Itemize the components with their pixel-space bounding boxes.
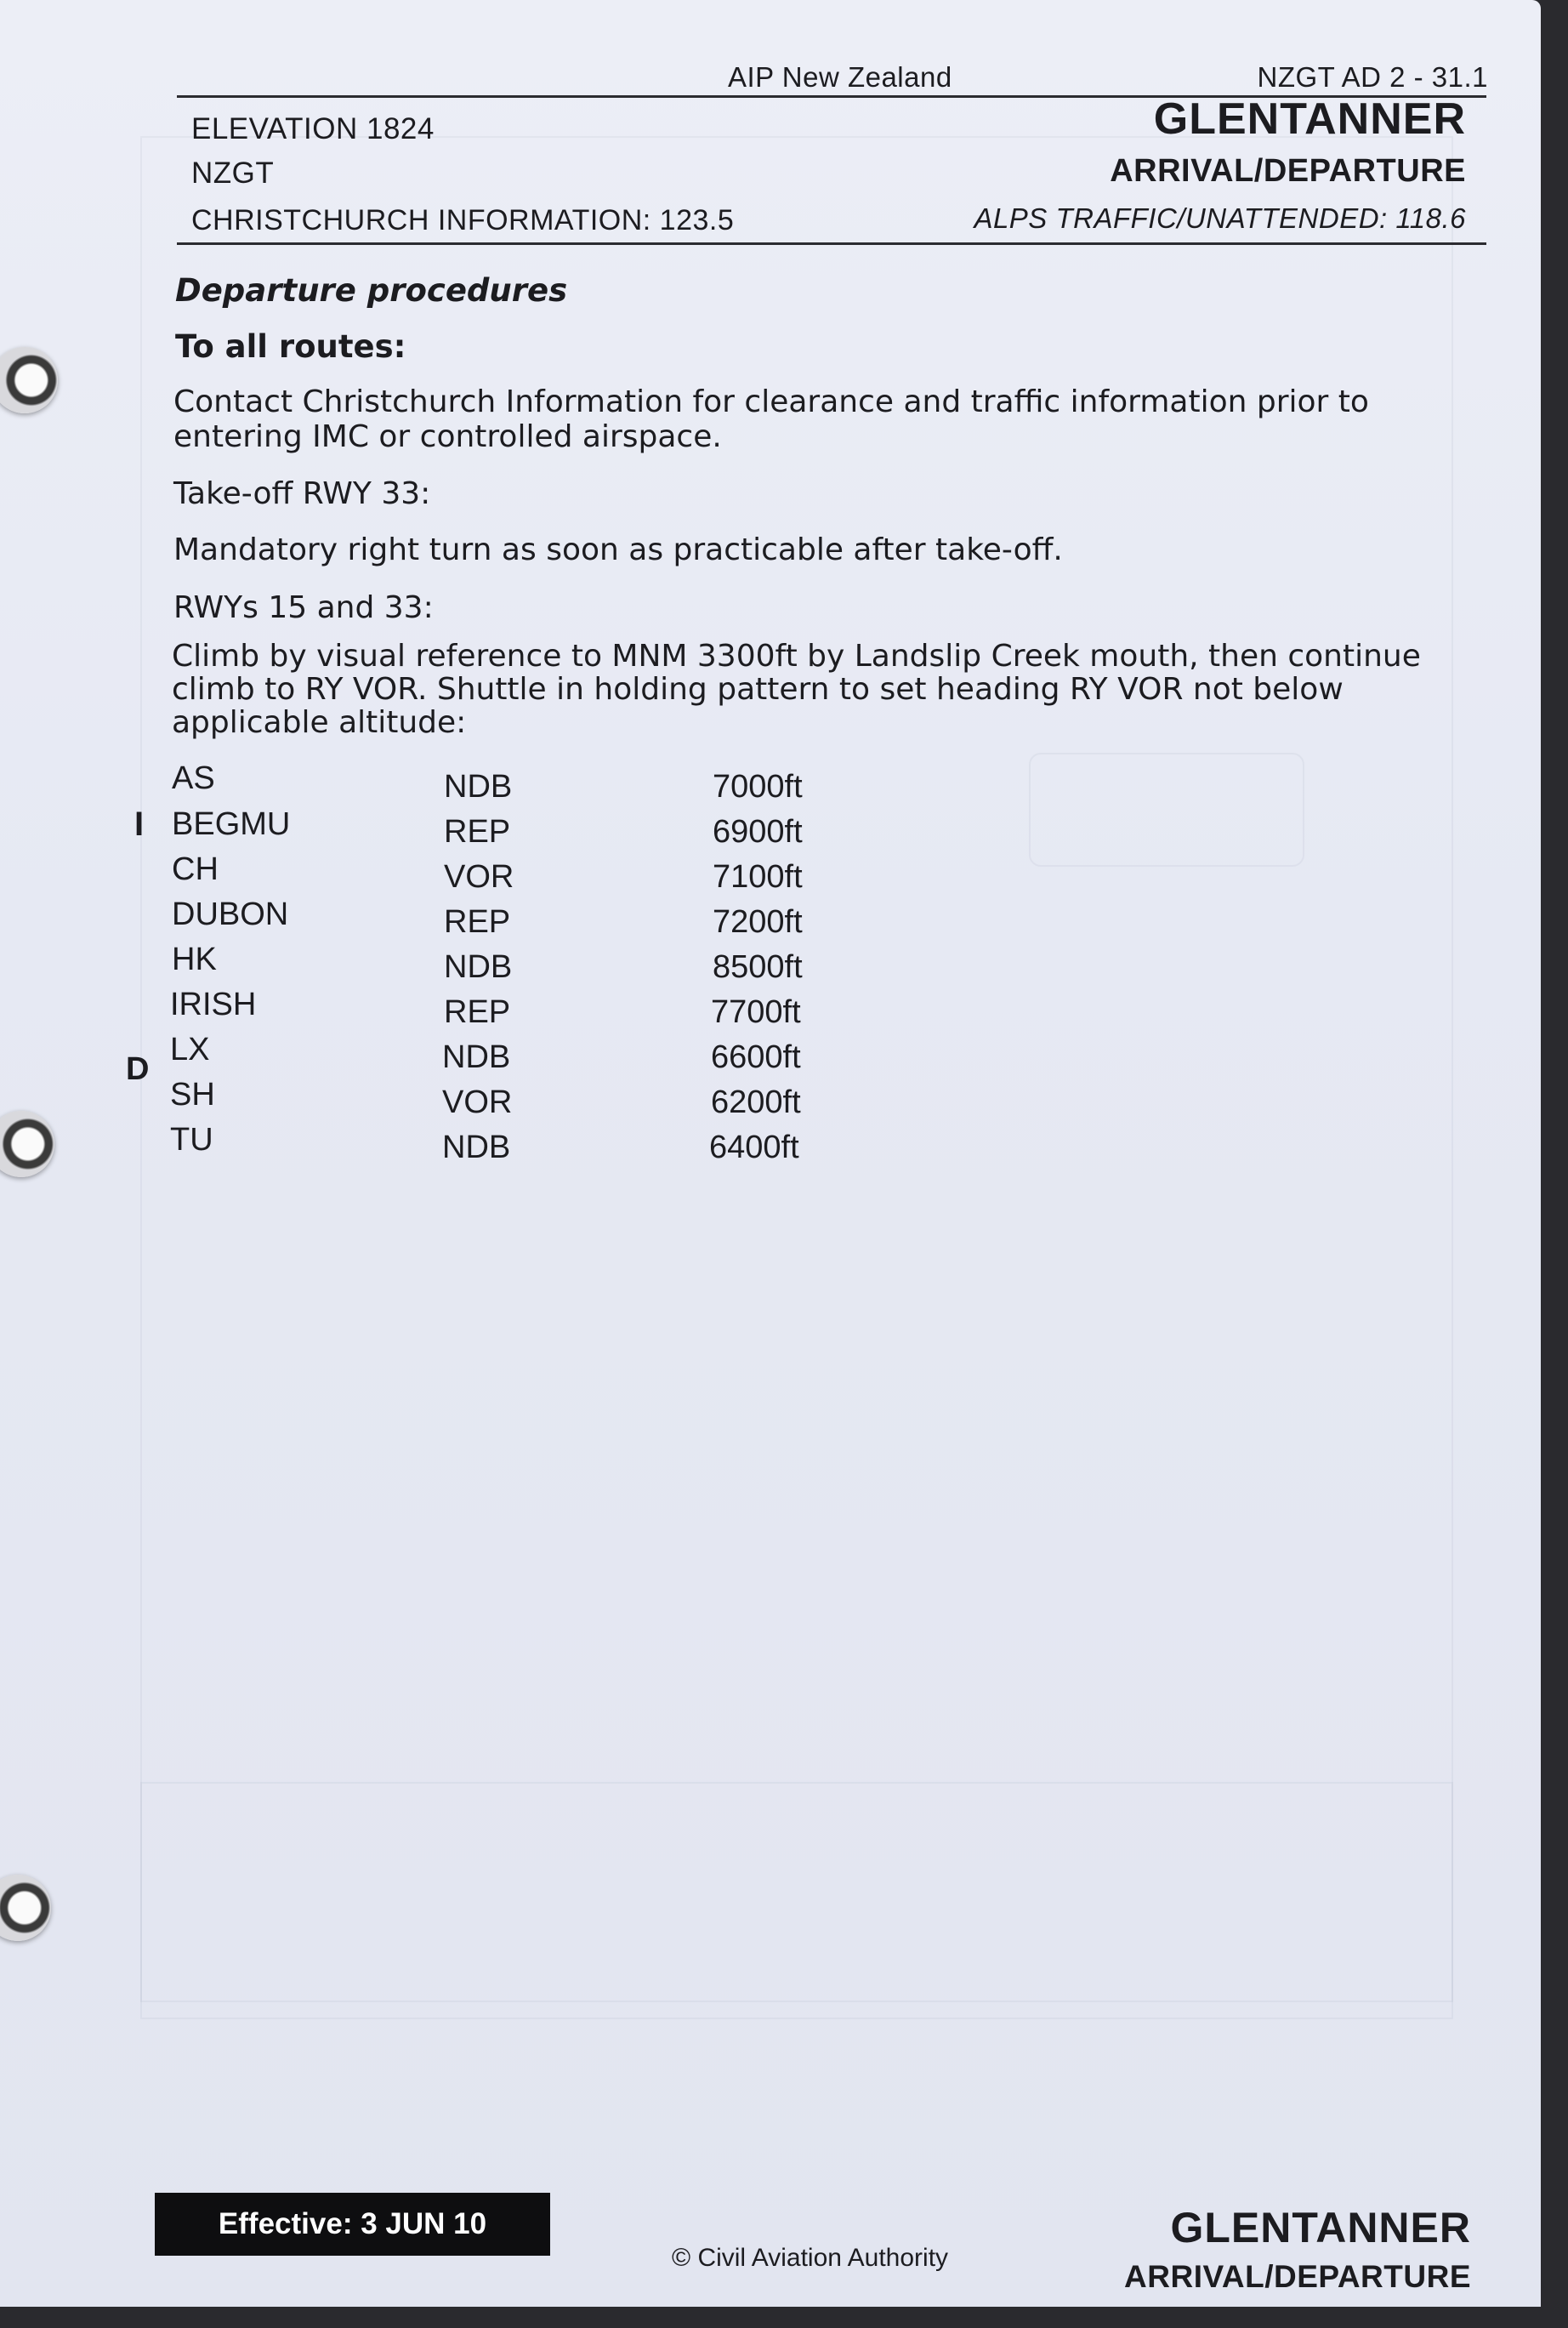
fix-type: NDB (444, 769, 513, 805)
footer-aerodrome-name: GLENTANNER (1170, 2204, 1471, 2251)
information-frequency: CHRISTCHURCH INFORMATION: 123.5 (191, 204, 735, 236)
copyright: © Civil Aviation Authority (672, 2244, 949, 2272)
fix-name: TU (170, 1122, 213, 1158)
section-title: Departure procedures (175, 272, 568, 309)
min-altitude: 6900ft (713, 814, 803, 850)
deletion-marker: D (126, 1051, 150, 1087)
fix-name: LX (170, 1032, 210, 1067)
min-altitude: 7100ft (713, 859, 803, 895)
rwys-line-2: climb to RY VOR. Shuttle in holding pattern to set heading RY VOR not below (172, 672, 1344, 707)
fix-type: NDB (442, 1039, 511, 1075)
min-altitude: 6600ft (711, 1039, 801, 1075)
takeoff-heading: Take-off RWY 33: (173, 476, 431, 511)
min-altitude: 6200ft (711, 1084, 801, 1120)
min-altitude: 7200ft (713, 904, 803, 940)
rwys-heading: RWYs 15 and 33: (173, 590, 434, 625)
fix-name: IRISH (170, 987, 257, 1022)
fix-type: VOR (442, 1084, 513, 1120)
all-routes-heading: To all routes: (175, 328, 406, 365)
fix-name: SH (170, 1077, 215, 1113)
rwys-line-1: Climb by visual reference to MNM 3300ft by Landslip Creek mouth, then continue (172, 639, 1421, 674)
fix-type: REP (444, 994, 511, 1030)
chart-type: ARRIVAL/DEPARTURE (1110, 153, 1466, 189)
page-reference: NZGT AD 2 - 31.1 (1257, 61, 1488, 93)
fix-type: NDB (442, 1130, 511, 1165)
rwys-line-3: applicable altitude: (172, 705, 467, 740)
takeoff-text: Mandatory right turn as soon as practicable after take-off. (173, 532, 1063, 567)
binder-ring-middle (0, 1111, 54, 1177)
all-routes-text (173, 384, 1369, 454)
fix-name: CH (172, 851, 219, 887)
rwys-text (172, 640, 1421, 739)
elevation: ELEVATION 1824 (191, 112, 435, 145)
binder-ring-top (0, 347, 58, 413)
fix-name: BEGMU (172, 806, 291, 842)
min-altitude: 6400ft (709, 1130, 799, 1165)
aerodrome-name: GLENTANNER (1153, 94, 1466, 144)
fix-type: REP (444, 904, 511, 940)
min-altitude: 8500ft (713, 949, 803, 985)
bleed-through-box (1029, 753, 1304, 867)
publication-name: AIP New Zealand (728, 61, 952, 93)
min-altitude: 7000ft (713, 769, 803, 805)
traffic-frequency: ALPS TRAFFIC/UNATTENDED: 118.6 (974, 202, 1466, 234)
min-altitude: 7700ft (711, 994, 801, 1030)
effective-date: Effective: 3 JUN 10 (218, 2207, 487, 2240)
all-routes-line-1: Contact Christchurch Information for clearance and traffic information prior to (173, 384, 1369, 419)
all-routes-line-2: entering IMC or controlled airspace. (173, 419, 722, 454)
fix-type: VOR (444, 859, 514, 895)
effective-date-box (155, 2193, 550, 2256)
header-bottom-rule (177, 242, 1486, 245)
fix-name: HK (172, 942, 217, 977)
bleed-through-table (140, 1782, 1453, 2002)
fix-type: NDB (444, 949, 513, 985)
fix-name: AS (172, 760, 215, 796)
aerodrome-code: NZGT (191, 157, 275, 190)
amendment-bar: I (134, 805, 145, 843)
footer-chart-type: ARRIVAL/DEPARTURE (1124, 2259, 1471, 2294)
fix-type: REP (444, 814, 511, 850)
fix-name: DUBON (172, 896, 289, 932)
binder-ring-bottom (0, 1875, 51, 1941)
